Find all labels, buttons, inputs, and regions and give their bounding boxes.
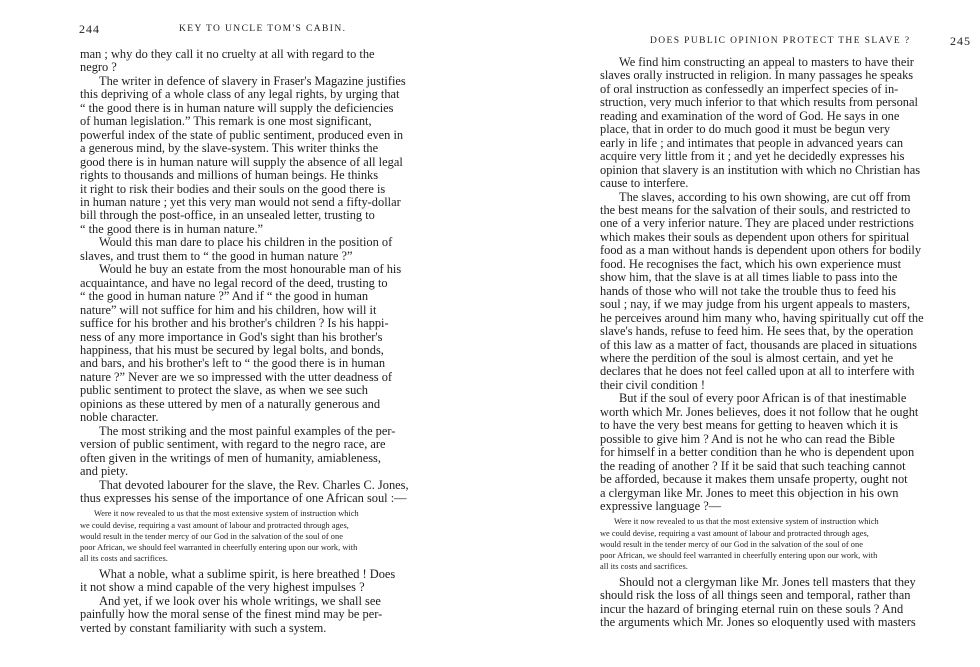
text-line: for himself in a better condition than he who is dependent upon [600,445,915,460]
text-line: “ the good there is in human nature will supply the deficiencies [80,100,394,115]
text-line: food as a man without hands is dependent upon others for bodily [600,243,922,258]
text-line: should risk the loss of all things seen and temporal, rather than [600,588,911,603]
text-line: their civil condition ! [600,377,705,392]
body-paragraph [600,576,980,630]
text-line: The writer in defence of slavery in Fraser's Magazine justifies [99,73,406,88]
text-line: the arguments which Mr. Jones so eloquently used with masters [600,615,916,630]
text-line: we could devise, requiring a vast amount of labour and protracted through ages, [600,528,869,538]
text-line: slaves, and trust them to “ the good in human nature ?” [80,248,353,263]
text-line: acquaintance, and have no legal record of the deed, trusting to [80,275,388,290]
left-running-title: KEY TO UNCLE TOM'S CABIN. [179,24,347,34]
body-paragraph [80,236,470,263]
text-line: “ the good there is in human nature.” [80,221,264,236]
text-line: poor African, we should feel warranted in cheerfully entering upon our work, with [600,550,878,560]
body-paragraph [80,48,470,75]
text-line: and bars, and his brother's left to “ the good there is in human [80,356,386,371]
text-line: where the perdition of the soul is almost certain, and yet he [600,350,894,365]
text-line: place, that in order to do much good it must be begun very [600,122,891,137]
right-page-number: 245 [950,34,971,48]
block-quote [80,508,470,563]
text-line: would result in the tender mercy of our God in the salvation of the soul of one [600,539,863,549]
left-page-number: 244 [79,22,100,36]
text-line: powerful index of the state of public sentiment, produced even in [80,127,404,142]
body-paragraph [80,568,470,595]
text-line: negro ? [80,60,117,75]
text-line: he perceives around him many who, having spiritually cut off the [600,310,924,325]
text-line: Would this man dare to place his children in the position of [99,235,393,250]
text-line: of this law as a matter of fact, thousands are placed in situations [600,337,917,352]
body-paragraph [600,191,980,393]
text-line: version of public sentiment, with regard to the negro race, are [80,437,386,452]
text-line: and piety. [80,464,129,479]
text-line: public sentiment to protect the slave, as when we see such [80,383,368,398]
body-paragraph [80,263,470,424]
text-line: declares that he does not feel called upon at all to interfere with [600,364,915,379]
text-line: We find him constructing an appeal to masters to have their [619,55,914,69]
text-line: of human legislation.” This remark is one most significant, [80,114,372,129]
text-line: which makes their souls as dependent upon others for spiritual [600,229,910,244]
body-paragraph [600,392,980,513]
body-paragraph [80,75,470,236]
text-line: Were it now revealed to us that the most extensive system of instruction which [614,517,879,527]
text-line: the reading of another ? If it be said that such teaching cannot [600,458,906,473]
text-line: nature ?” Never are we so impressed with the utter deadness of [80,369,393,384]
text-line: worth which Mr. Jones believes, does it not follow that he ought [600,404,919,419]
text-line: early in life ; and intimates that people in advanced years can [600,135,904,150]
text-line: opinion that slavery is an institution with which no Christian has [600,162,921,177]
body-paragraph [600,56,980,191]
text-line: we could devise, requiring a vast amount of labour and protracted through ages, [80,520,349,530]
text-line: “ the good in human nature ?” And if “ the good in human [80,289,369,304]
text-line: rights to thousands and millions of human beings. He thinks [80,168,379,183]
text-line: would result in the tender mercy of our God in the salvation of the soul of one [80,531,343,541]
text-line: noble character. [80,410,159,425]
text-line: Would he buy an estate from the most honourable man of his [99,262,402,277]
text-line: hands of those who will not take the trouble thus to feed his [600,283,896,298]
block-quote [600,516,980,571]
text-line: ness of any more importance in God's sight than his brother's [80,329,383,344]
text-line: What a noble, what a sublime spirit, is here breathed ! Does [99,566,396,581]
text-line: good there is in human nature will supply the absence of all legal [80,154,403,169]
text-line: a generous mind, by the slave-system. This writer thinks the [80,141,379,156]
text-line: The slaves, according to his own showing, are cut off from [619,189,911,204]
text-line: often given in the writings of men of humanity, amiableness, [80,450,381,465]
text-line: The most striking and the most painful examples of the per- [99,423,396,438]
text-line: But if the soul of every poor African is of that inestimable [619,391,907,406]
text-line: of oral instruction as confessedly an imperfect species of in- [600,81,899,96]
text-line: the best means for the salvation of their souls, and restricted to [600,202,911,217]
text-line: nature” will not suffice for him and his children, how will it [80,302,377,317]
body-paragraph [80,425,470,479]
text-line: all its costs and sacrifices. [600,561,688,571]
text-line: all its costs and sacrifices. [80,553,168,563]
text-line: a clergyman like Mr. Jones to meet this objection in his own [600,485,899,500]
text-line: man ; why do they call it no cruelty at all with regard to the [80,47,375,61]
text-line: opinions as these uttered by men of a naturally generous and [80,396,381,411]
text-line: Should not a clergyman like Mr. Jones tell masters that they [619,574,916,589]
text-line: it right to risk their bodies and their souls on the good there is [80,181,386,196]
text-line: to have the very best means for getting to heaven which it is [600,418,898,433]
text-line: bill through the post-office, in an unsealed letter, trusting to [80,208,375,223]
text-line: happiness, that his must be secured by legal bolts, and bonds, [80,342,384,357]
text-line: show him, that the slave is at all times liable to pass into the [600,270,898,285]
text-line: thus expresses his sense of the importance of one African soul :— [80,490,407,505]
left-text-block [80,48,470,635]
text-line: food. He recognises the fact, which his own experience must [600,256,902,271]
text-line: poor African, we should feel warranted in cheerfully entering upon our work, with [80,542,358,552]
body-paragraph [80,479,470,506]
text-line: verted by constant familiarity with such a system. [80,620,327,635]
text-line: be afforded, because it makes them unsafe property, ought not [600,472,908,487]
text-line: slave's hands, refuse to feed him. He sees that, by the operation [600,324,914,339]
text-line: Were it now revealed to us that the most extensive system of instruction which [94,509,359,519]
text-line: acquire very little from it ; and yet he decidedly expresses his [600,149,905,164]
text-line: And yet, if we look over his whole writings, we shall see [99,593,381,608]
text-line: expressive language ?— [600,498,722,513]
text-line: struction, very much inferior to that which results from personal [600,95,918,110]
text-line: painfully how the moral sense of the finest mind may be per- [80,607,383,622]
text-line: it not show a mind capable of the very highest impulses ? [80,580,365,595]
text-line: That devoted labourer for the slave, the Rev. Charles C. Jones, [99,477,409,492]
text-line: slaves orally instructed in religion. In many passages he speaks [600,68,914,83]
text-line: soul ; nay, if we may judge from his urgent appeals to masters, [600,297,911,312]
text-line: incur the hazard of bringing eternal ruin on these souls ? And [600,601,904,616]
text-line: suffice for his brother and his brother's children ? Is his happi- [80,316,389,331]
right-text-block [600,56,980,630]
text-line: one of a very inferior nature. They are placed under restrictions [600,216,914,231]
right-page [588,0,980,667]
right-running-title: DOES PUBLIC OPINION PROTECT THE SLAVE ? [650,36,911,46]
text-line: this depriving of a whole class of any legal rights, by urging that [80,87,400,102]
text-line: in human nature ; yet this very man would not send a fifty-dollar [80,194,401,209]
text-line: possible to give him ? And is not he who can read the Bible [600,431,895,446]
body-paragraph [80,595,470,635]
text-line: cause to interfere. [600,176,689,191]
text-line: reading and examination of the word of God. He says in one [600,108,900,123]
